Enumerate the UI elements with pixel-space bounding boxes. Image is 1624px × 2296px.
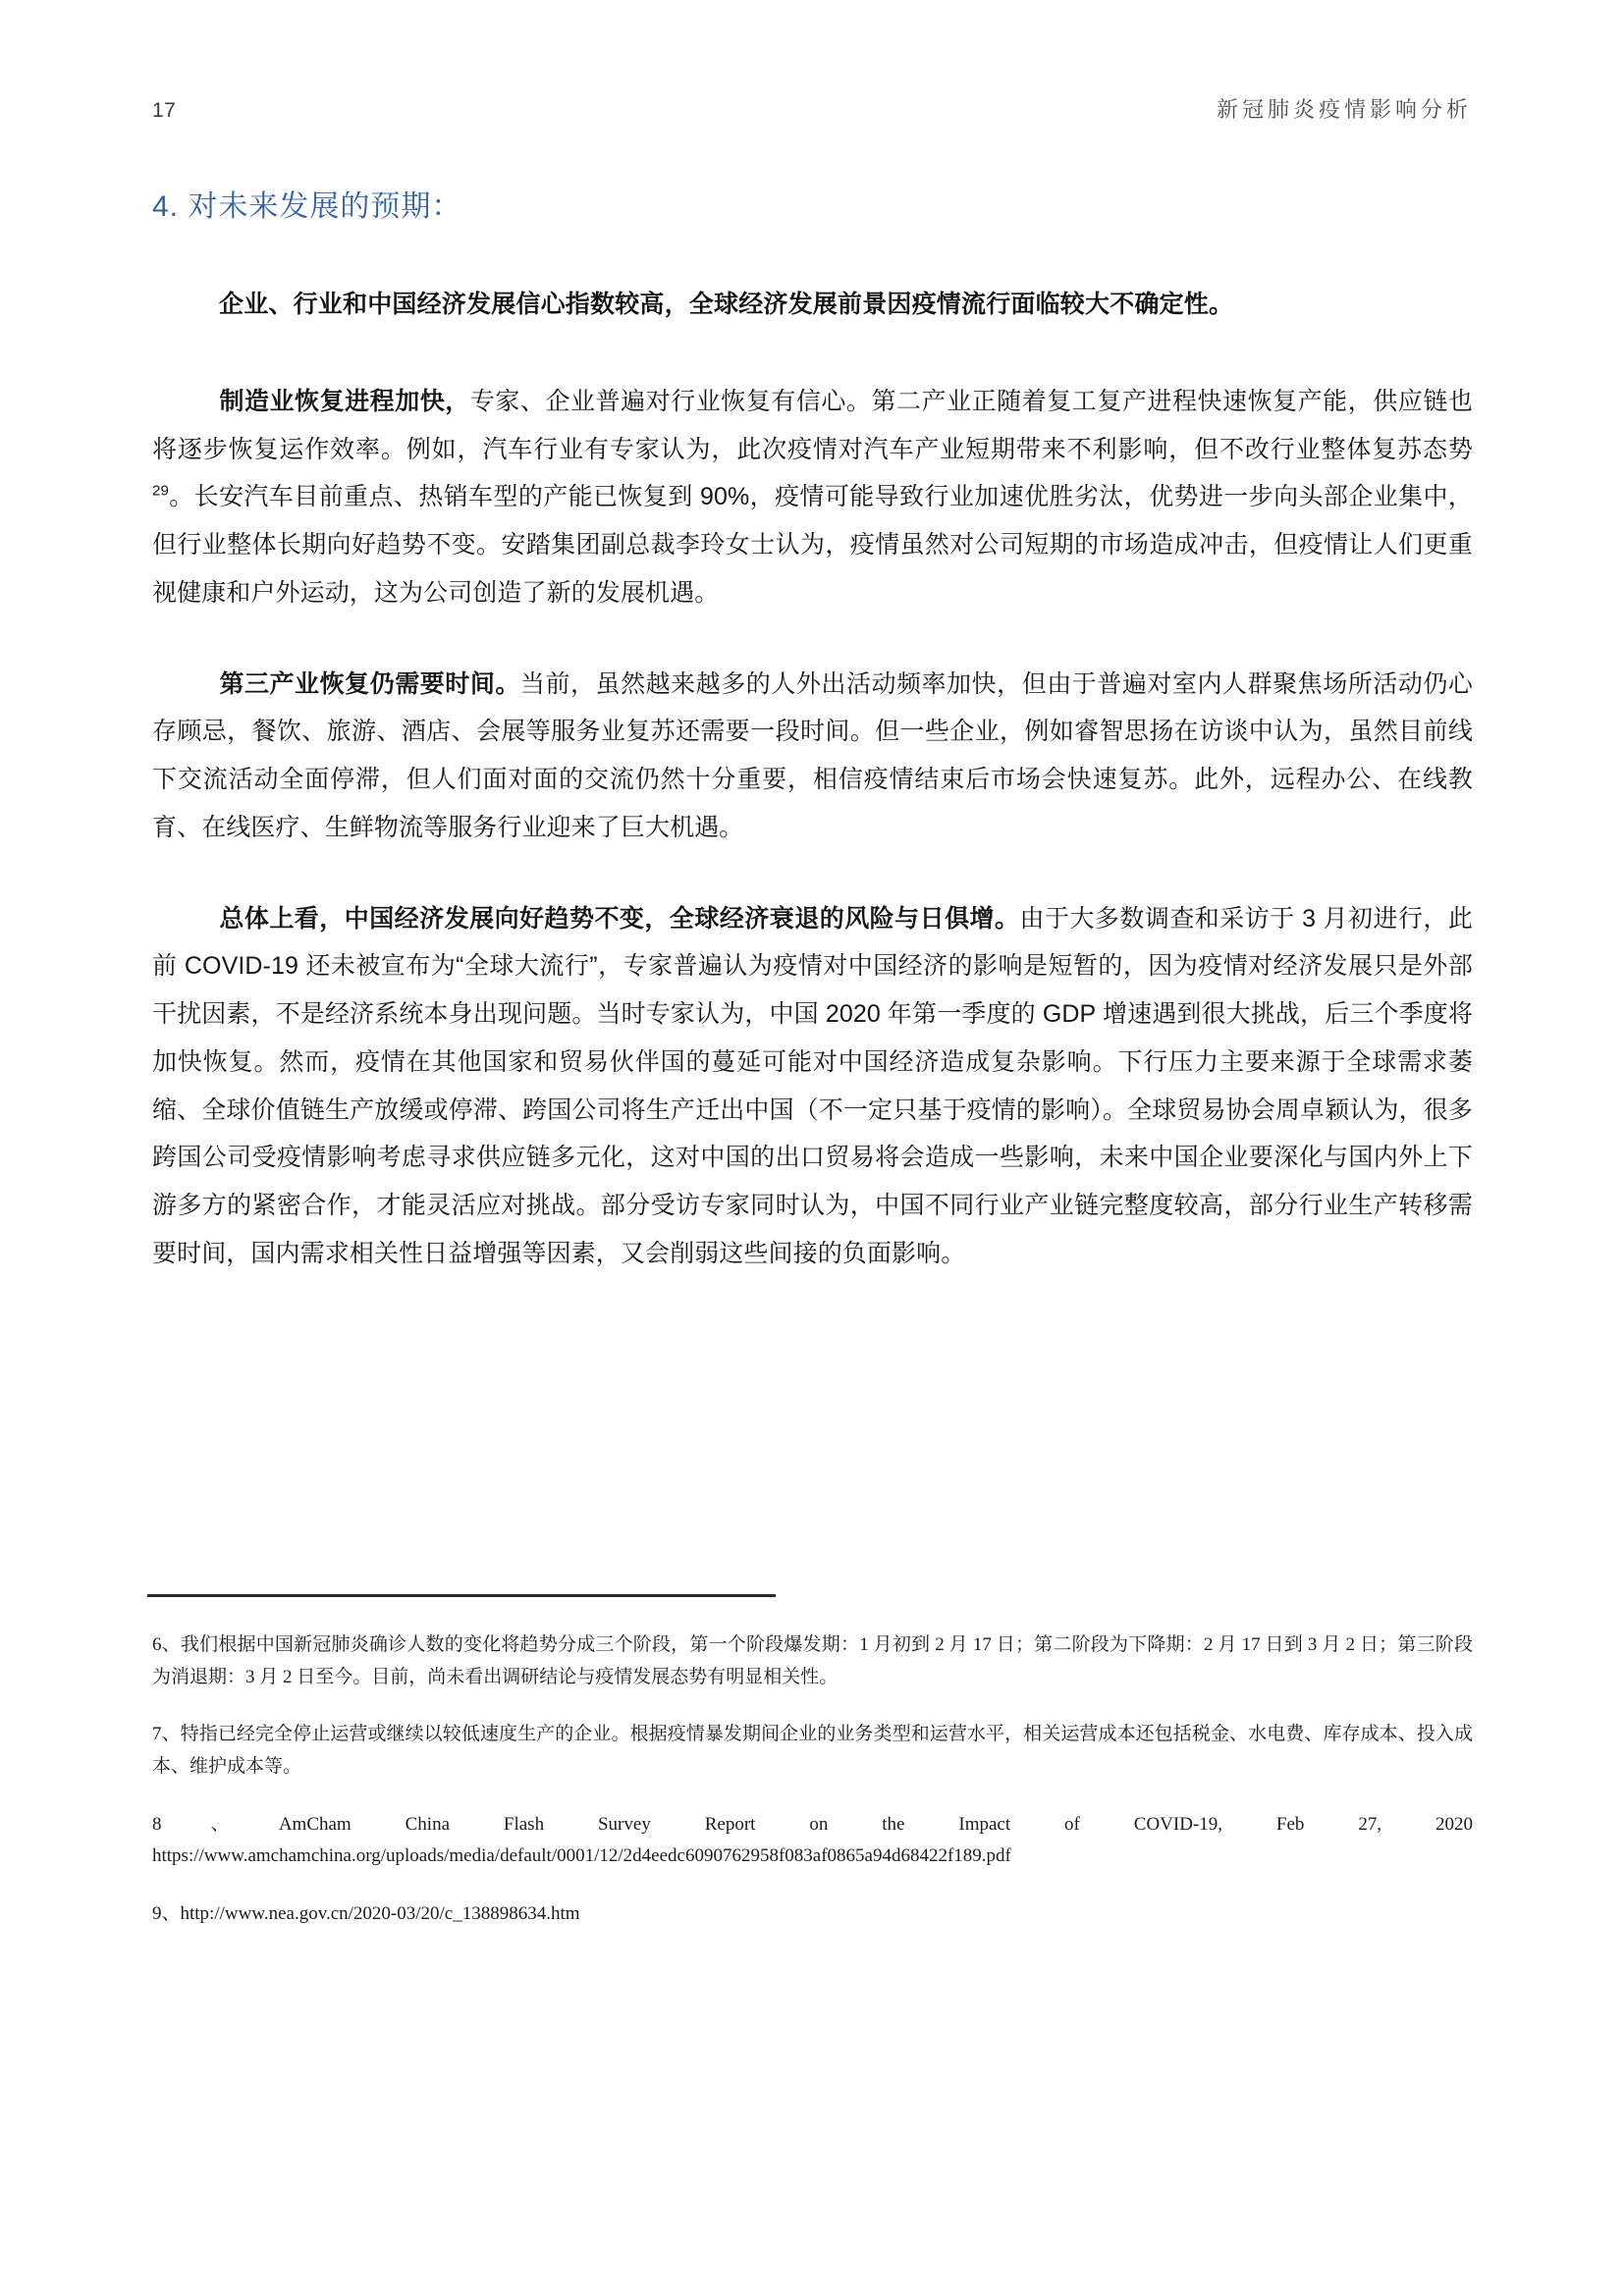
paragraph-manufacturing	[152, 378, 1473, 617]
page-header	[152, 93, 1472, 123]
paragraph-bold-lead: 总体上看，中国经济发展向好趋势不变，全球经济衰退的风险与日俱增。	[219, 904, 1020, 933]
running-header-title: 新冠肺炎疫情影响分析	[1216, 97, 1472, 122]
paragraph-text: 由于大多数调查和采访于 3 月初进行，此前 COVID-19 还未被宣布为“全球大流行”，专家普遍认为疫情对中国经济的影响是短暂的，因为疫情对经济发展只是外部干扰因素，不是经济系统本身出现问题。当时专家认为，中国 2020 年第一季度的 GDP 增速遇到很大挑战，后三个季度将加快恢复。然而，疫情在其他国家和贸易伙伴国的蔓延可能对中国经济造成复杂影响。下行压力主要来源于全球需求萎缩、全球价值链生产放缓或停滞、跨国公司将生产迁出中国（不一定只基于疫情的影响）。全球贸易协会周卓颖认为，很多跨国公司受疫情影响考虑寻求供应链多元化，这对中国的出口贸易将会造成一些影响，未来中国企业要深化与国内外上下游多方的紧密合作，才能灵活应对挑战。部分受访专家同时认为，中国不同行业产业链完整度较高，部分行业生产转移需要时间，国内需求相关性日益增强等因素，又会削弱这些间接的负面影响。	[152, 904, 1474, 1267]
footnote-item-9: 9、http://www.nea.gov.cn/2020-03/20/c_138898634.htm	[152, 1903, 580, 1925]
paragraph-tertiary-industry	[152, 661, 1473, 852]
footnotes-section	[152, 1629, 1473, 1956]
paragraph-bold-lead: 第三产业恢复仍需要时间。	[219, 669, 520, 698]
paragraph-text-part2: 。长安汽车目前重点、热销车型的产能已恢复到 90%，疫情可能导致行业加速优胜劣汰，优势进一步向头部企业集中，但行业整体长期向好趋势不变。安踏集团副总裁李玲女士认为，疫情虽然对公司短期的市场造成冲击，但疫情让人们更重视健康和户外运动，这为公司创造了新的发展机遇。	[152, 483, 1473, 607]
lead-statement: 企业、行业和中国经济发展信心指数较高，全球经济发展前景因疫情流行面临较大不确定性。	[219, 291, 1234, 318]
footnote-separator	[147, 1594, 776, 1597]
paragraph-text-part1: 专家、企业普遍对行业恢复有信心。第二产业正随着复工复产进程快速恢复产能，供应链也将逐步恢复运作效率。例如，汽车行业有专家认为，此次疫情对汽车产业短期带来不利影响，但不改行业整体复苏态势	[152, 387, 1473, 463]
section-heading: 4. 对未来发展的预期：	[152, 190, 462, 223]
footnote-item-6: 6、我们根据中国新冠肺炎确诊人数的变化将趋势分成三个阶段，第一个阶段爆发期：1 月初到 2 月 17 日；第二阶段为下降期：2 月 17 日到 3 月 2 日；第三阶段为消退期：3 月 2 日至今。目前，尚未看出调研结论与疫情发展态势有明显相关性。	[152, 1634, 1473, 1687]
paragraph-bold-lead: 制造业恢复进程加快，	[219, 387, 470, 415]
footnote-marker: 29	[152, 482, 169, 500]
paragraph-text: 当前，虽然越来越多的人外出活动频率加快，但由于普遍对室内人群聚焦场所活动仍心存顾忌，餐饮、旅游、酒店、会展等服务业复苏还需要一段时间。但一些企业，例如睿智思扬在访谈中认为，虽然目前线下交流活动全面停滞，但人们面对面的交流仍然十分重要，相信疫情结束后市场会快速复苏。此外，远程办公、在线教育、在线医疗、生鲜物流等服务行业迎来了巨大机遇。	[152, 669, 1473, 841]
footnote-item-7: 7、特指已经完全停止运营或继续以较低速度生产的企业。根据疫情暴发期间企业的业务类型和运营水平，相关运营成本还包括税金、水电费、库存成本、投入成本、维护成本等。	[152, 1724, 1473, 1778]
paragraph-overall-outlook	[152, 895, 1473, 1278]
page-content	[152, 182, 1473, 1321]
footnote-item-8: 8、AmCham China Flash Survey Report on the Impact of COVID-19, Feb 27, 2020 https://www.amchamchina.org/uploads/media/default/0001/12/2d4eedc6090762958f083af0865a94d68422f189.pdf	[152, 1813, 1473, 1867]
page-number: 17	[152, 99, 177, 122]
